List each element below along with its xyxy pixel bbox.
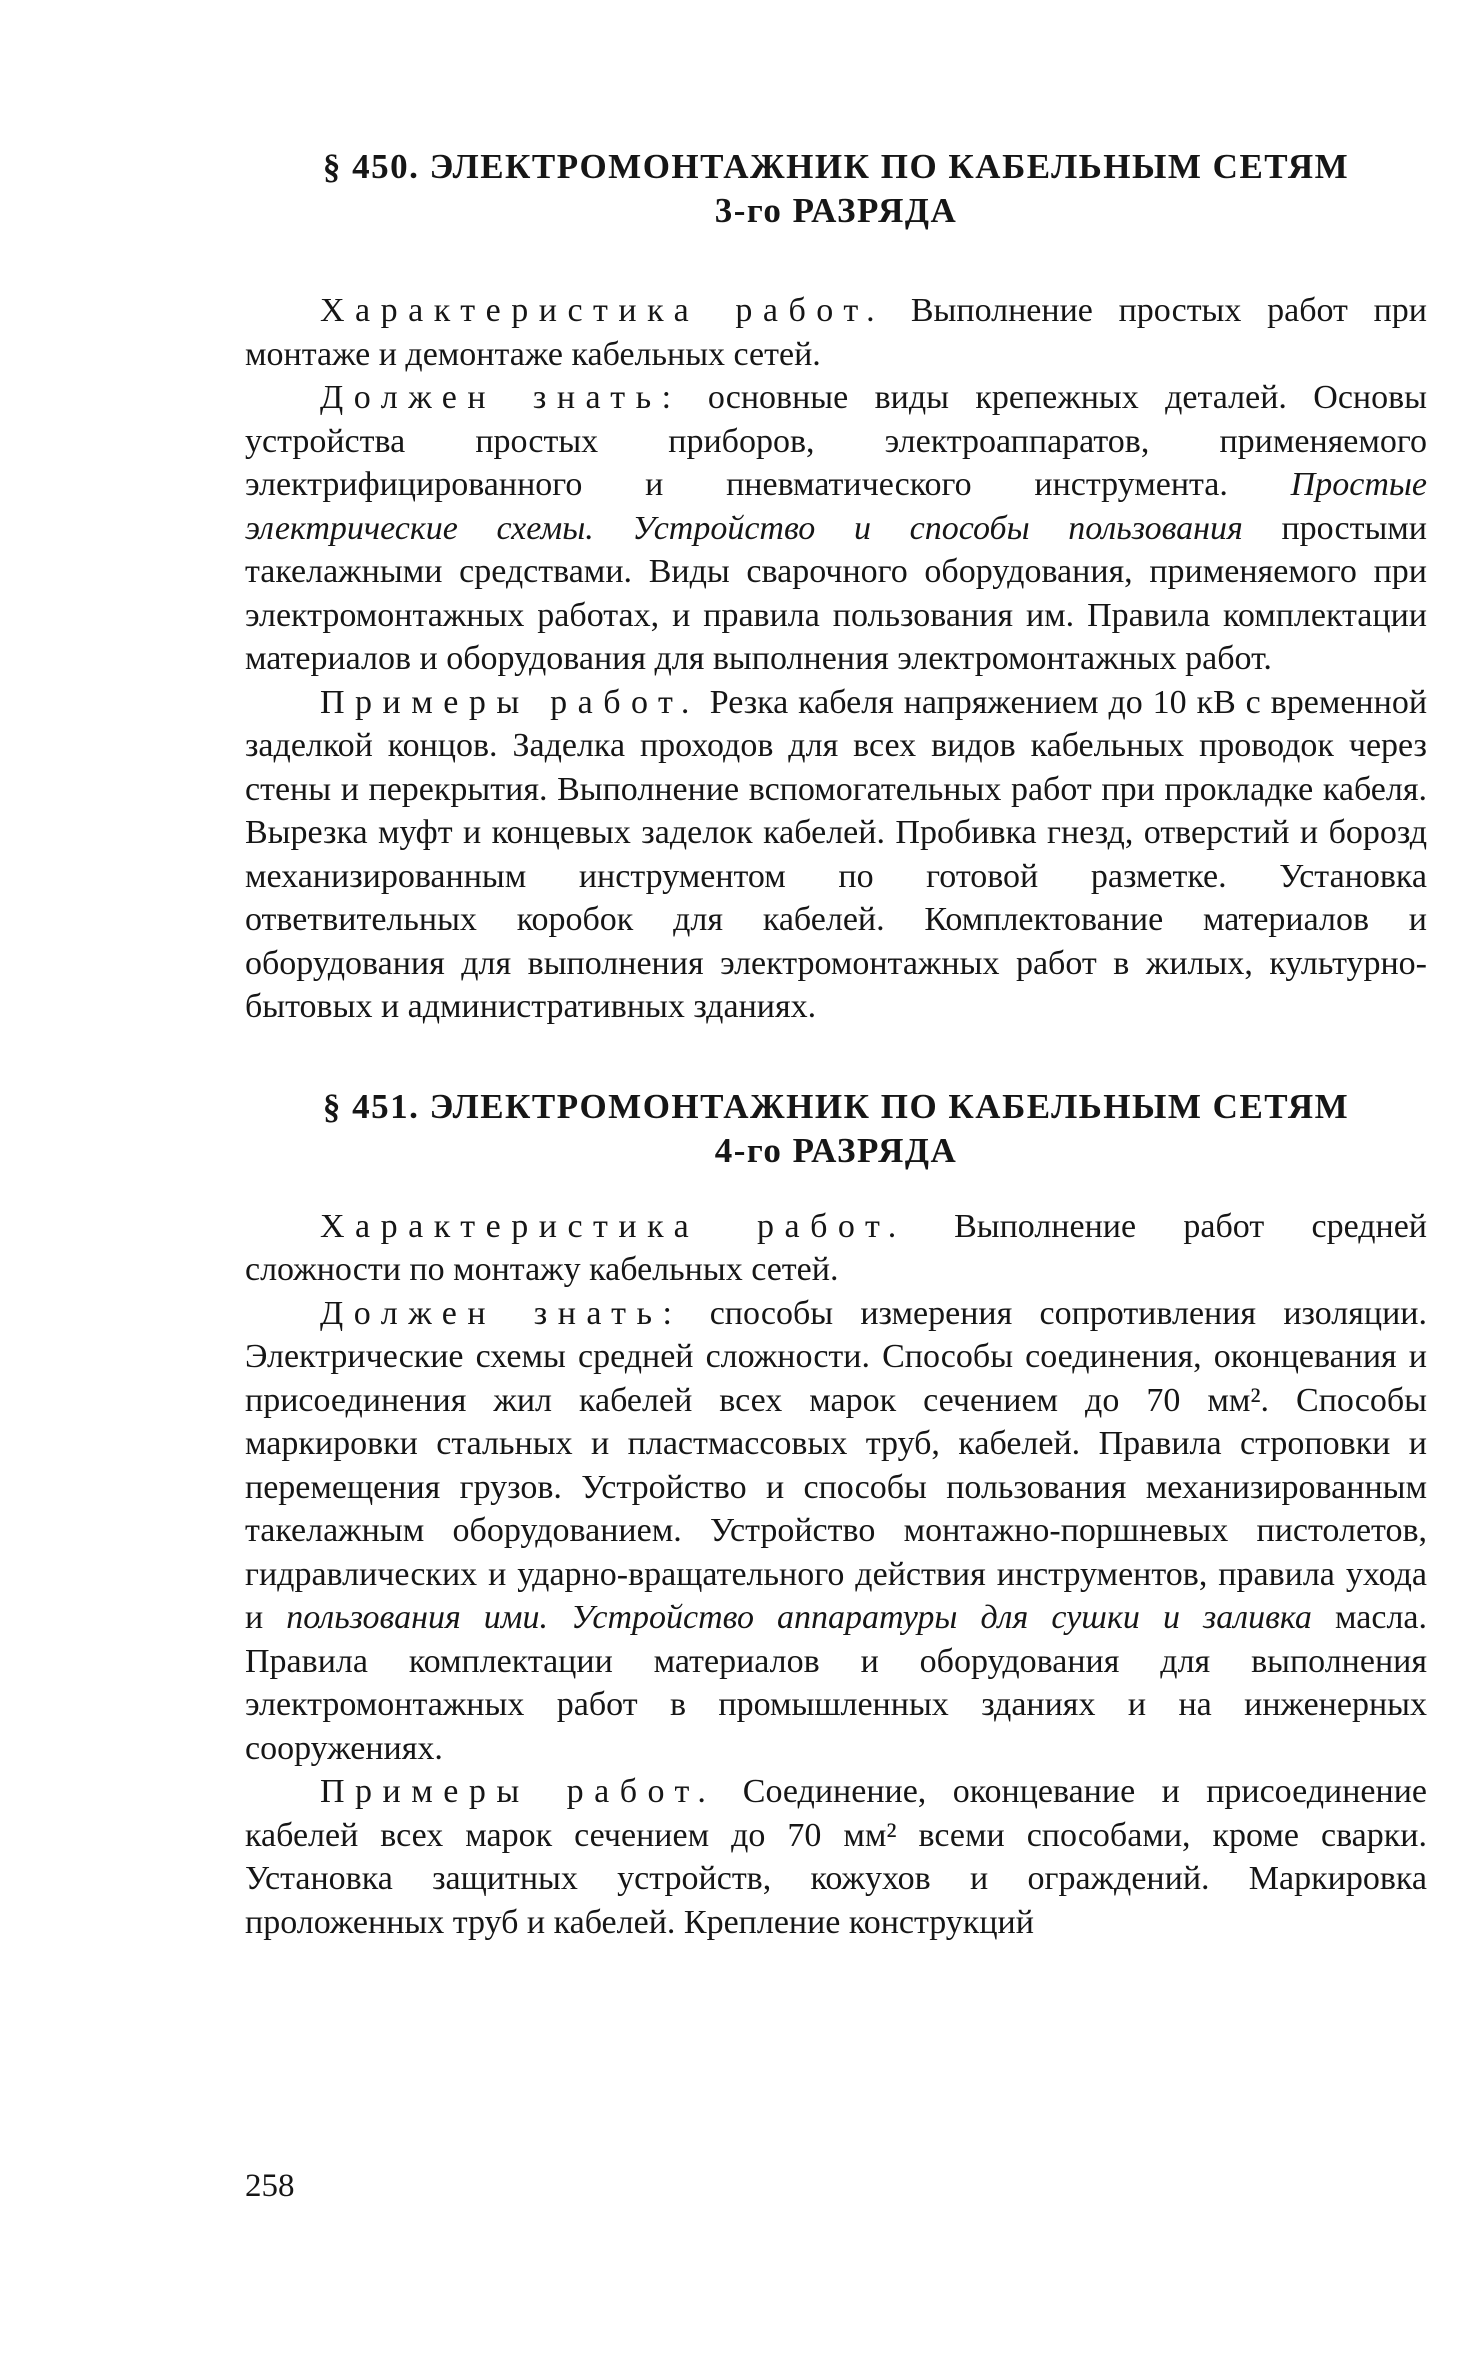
examples-text: Соединение, оконцевание и присоединение кабелей всех марок сечением до 70 мм² всеми способами, кроме сварки. Установка защитных устройств, кожухов и ограждений. Маркировка проложенных труб и кабелей. Крепление конструкций [245,1773,1427,1941]
knowledge-text: способы измерения сопротивления изоляции. Электрические схемы средней сложности. Способы соединения, оконцевания и присоединения жил кабелей всех марок сечением до 70 мм². Способы маркировки стальных и пластмассовых труб, кабелей. Правила строповки и перемещения грузов. Устройство и способы пользования механизированным такелажным оборудованием. Устройство монтажно-поршневых пистолетов, гидравлических и ударно-вращательного действия инструментов, правила ухода и [245,1294,1427,1636]
section-451-examples [245,1770,1427,1944]
examples-text: Резка кабеля напряжением до 10 кВ с временной заделкой концов. Заделка проходов для всех видов кабельных проводок через стены и перекрытия. Выполнение вспомогательных работ при прокладке кабеля. Вырезка муфт и концевых заделок кабелей. Пробивка гнезд, отверстий и борозд механизированным инструментом по готовой разметке. Установка ответвительных коробок для кабелей. Комплектование материалов и оборудования для выполнения электромонтажных работ в жилых, культурно-бытовых и административных зданиях. [245,683,1428,1025]
knowledge-text-italic: Простые электрические схемы. Устройство и способы пользования [245,466,1427,547]
document-page [245,145,1427,1944]
examples-label: Примеры работ. [320,683,700,721]
examples-label: Примеры работ. [320,1773,717,1810]
section-451-knowledge [245,1292,1427,1771]
section-450-title-line1: § 450. ЭЛЕКТРОМОНТАЖНИК ПО КАБЕЛЬНЫМ СЕТЯМ [322,147,1350,186]
page-number: 258 [245,2168,295,2204]
section-451-title [245,1085,1427,1173]
section-450 [245,145,1427,1029]
section-450-title-line2: 3-го РАЗРЯДА [714,191,958,230]
knowledge-text-cont: масла. Правила комплектации материалов и оборудования для выполнения электромонтажных работ в промышленных зданиях и на инженерных сооружениях. [245,1599,1428,1767]
section-451-title-line1: § 451. ЭЛЕКТРОМОНТАЖНИК ПО КАБЕЛЬНЫМ СЕТЯМ [322,1086,1350,1126]
section-450-knowledge [245,376,1427,681]
section-450-title [245,145,1427,233]
knowledge-text: основные виды крепежных деталей. Основы устройства простых приборов, электроаппаратов, применяемого электрифицированного и пневматического инструмента. [245,379,1427,503]
characteristics-label: Характеристика работ. [320,292,886,329]
section-451-characteristics [245,1205,1427,1292]
characteristics-text: Выполнение работ средней сложности по монтажу кабельных сетей. [245,1207,1427,1288]
knowledge-label: Должен знать: [320,379,682,416]
knowledge-label: Должен знать: [320,1294,683,1332]
characteristics-text: Выполнение простых работ при монтаже и демонтаже кабельных сетей. [245,292,1428,373]
section-451-title-line2: 4-го РАЗРЯДА [714,1130,958,1170]
knowledge-text-cont: простыми такелажными средствами. Виды сварочного оборудования, применяемого при электромонтажных работах, и правила пользования им. Правила комплектации материалов и оборудования для выполнения электромонтажных работ. [245,509,1427,677]
section-451 [245,1085,1427,1945]
characteristics-label: Характеристика работ. [320,1207,907,1245]
section-450-examples [245,681,1427,1029]
knowledge-text-italic: пользования ими. Устройство аппаратуры для сушки и заливка [286,1599,1312,1636]
section-450-characteristics [245,289,1427,376]
